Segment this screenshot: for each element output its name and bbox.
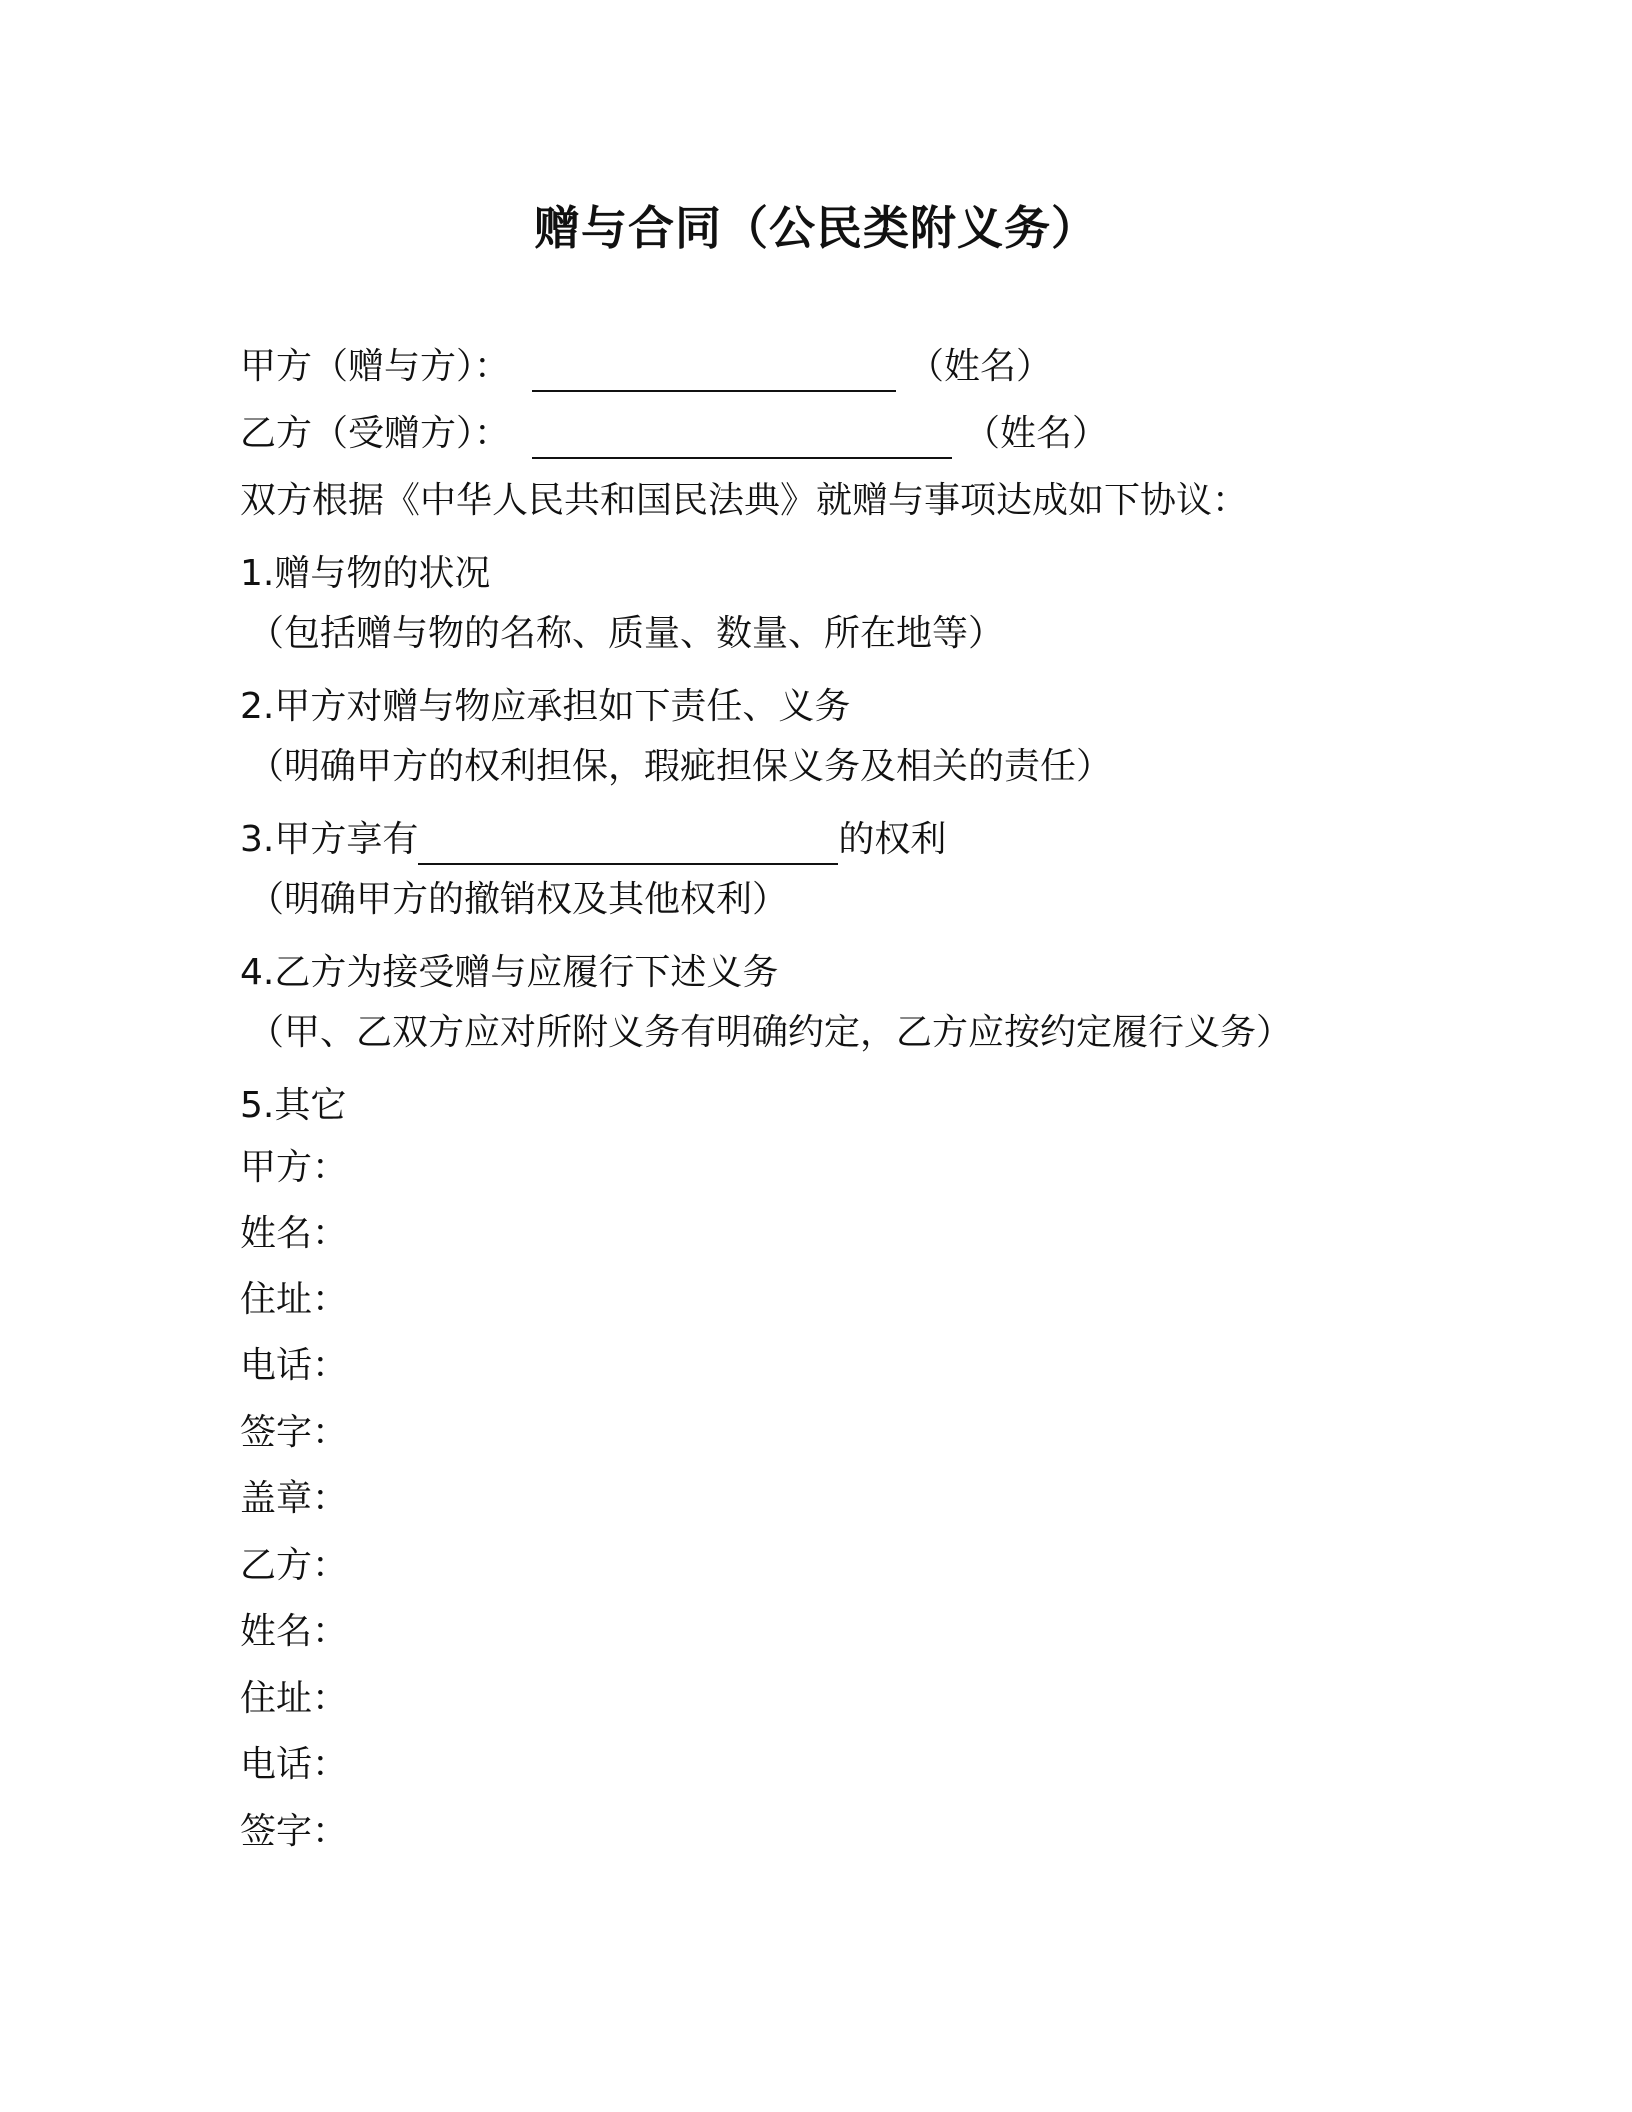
clause-4-note: （甲、乙双方应对所附义务有明确约定，乙方应按约定履行义务） <box>248 1012 1293 1053</box>
clause-3-rights-blank[interactable] <box>418 821 838 865</box>
clause-3-heading-suffix: 的权利 <box>838 819 947 860</box>
party-b-name-blank[interactable] <box>532 415 952 459</box>
clause-4-heading: 4.乙方为接受赠与应履行下述义务 <box>240 952 779 993</box>
clause-3-heading <box>240 815 946 865</box>
clause-2-heading: 2.甲方对赠与物应承担如下责任、义务 <box>240 686 851 727</box>
signature-party-b-phone: 电话： <box>240 1744 349 1785</box>
party-a-line <box>240 342 1052 392</box>
preamble: 双方根据《中华人民共和国民法典》就赠与事项达成如下协议： <box>240 480 1249 521</box>
clause-5-heading: 5.其它 <box>240 1085 347 1126</box>
document-title: 赠与合同（公民类附义务） <box>534 201 1098 255</box>
clause-1-heading: 1.赠与物的状况 <box>240 553 491 594</box>
signature-party-b-sign: 签字： <box>240 1811 349 1852</box>
signature-party-b-label: 乙方： <box>240 1545 349 1586</box>
party-b-name-suffix: （姓名） <box>964 413 1109 454</box>
clause-1-note: （包括赠与物的名称、质量、数量、所在地等） <box>248 613 1005 654</box>
party-b-label: 乙方（受赠方）： <box>240 413 511 454</box>
party-a-name-blank[interactable] <box>532 348 896 392</box>
signature-party-a-name: 姓名： <box>240 1213 349 1254</box>
party-b-line <box>240 409 1108 459</box>
clause-2-note: （明确甲方的权利担保，瑕疵担保义务及相关的责任） <box>248 746 1113 787</box>
signature-party-a-address: 住址： <box>240 1279 349 1320</box>
party-a-name-suffix: （姓名） <box>908 346 1053 387</box>
clause-3-note: （明确甲方的撤销权及其他权利） <box>248 879 789 920</box>
signature-party-a-phone: 电话： <box>240 1345 349 1386</box>
party-a-label: 甲方（赠与方）： <box>240 346 511 387</box>
clause-3-heading-prefix: 3.甲方享有 <box>240 819 419 860</box>
signature-party-b-name: 姓名： <box>240 1611 349 1652</box>
signature-party-b-address: 住址： <box>240 1678 349 1719</box>
signature-party-a-label: 甲方： <box>240 1147 349 1188</box>
signature-party-a-sign: 签字： <box>240 1412 349 1453</box>
signature-party-a-seal: 盖章： <box>240 1478 349 1519</box>
